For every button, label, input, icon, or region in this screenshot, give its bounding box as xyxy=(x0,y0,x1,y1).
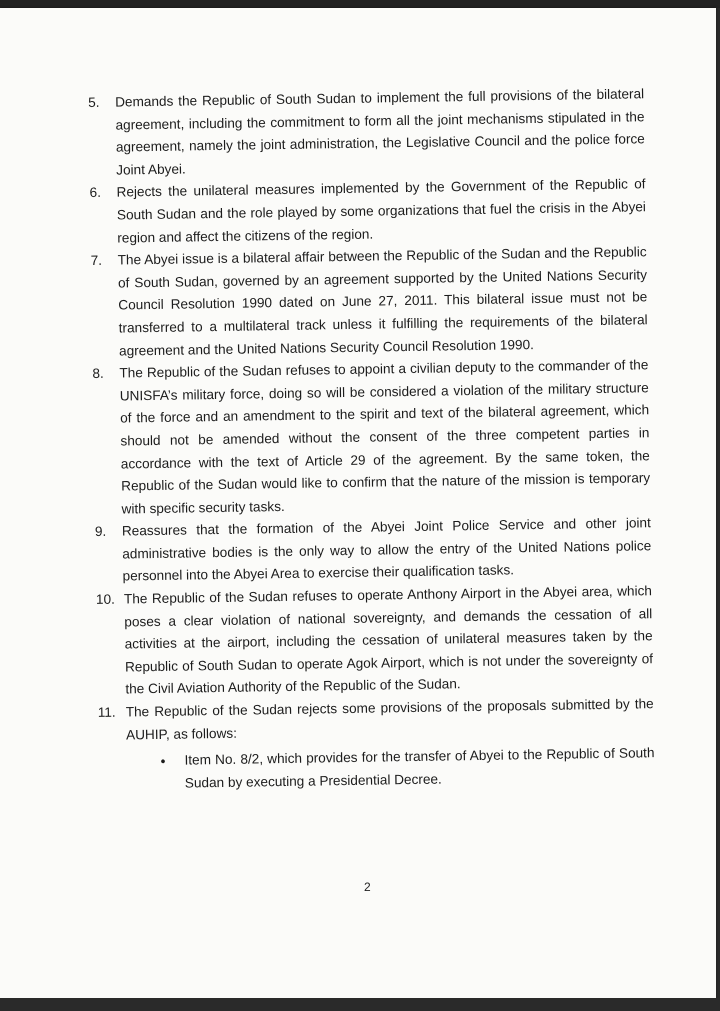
list-item-6 xyxy=(89,174,646,251)
item-text: Reassures that the formation of the Abyei Joint Police Service and other joint administrative bodies is the only way to allow the entry of the United Nations police personnel into the Abyei Area to exercise their qualification tasks. xyxy=(121,515,652,584)
photo-top-edge xyxy=(0,0,720,8)
item-number: 11. xyxy=(97,704,116,720)
item-number: 10. xyxy=(95,591,115,607)
item-number: 7. xyxy=(90,252,103,269)
item-text: The Republic of the Sudan refuses to operate Anthony Airport in the Abyei area, which poses a clear violation of national sovereignty, and demands the cessation of all activities at the airport, including the cessation of unilateral measures taken by the Republic of South Sudan to operate Agok Airport, which is not under the sovereignty of the Civil Aviation Authority of the Republic of the Sudan. xyxy=(123,583,654,697)
list-item-11 xyxy=(98,693,655,747)
item-text: Demands the Republic of South Sudan to implement the full provisions of the bilateral agreement, including the commitment to form all the joint mechanisms stipulated in the agreement, namely the joint administration, the Legislative Council and the police force Joint Abyei. xyxy=(115,86,645,178)
item-number: 6. xyxy=(89,185,102,201)
document-body xyxy=(88,83,655,796)
item-text: The Republic of the Sudan refuses to appoint a civilian deputy to the commander of the UNISFA’s military force, doing so will be considered a violation of the military structure of the force and an amendment to the spirit and text of the bilateral agreement, which should not be amended without the consent of the three competent parties in accordance with the text of Article 29 of the agreement. By the same token, the Republic of the Sudan would like to confirm that the nature of the mission is temporary with specific security tasks. xyxy=(119,357,651,517)
list-item-5 xyxy=(88,83,645,182)
list-item-10 xyxy=(96,580,654,702)
item-text: The Abyei issue is a bilateral affair between the Republic of the Sudan and the Republic of South Sudan, governed by an agreement supported by the United Nations Security Council Resolution 1990 dated on June 27, 2011. This bilateral issue must not be transferred to a multilateral track unless it fulfilling the requirements of the bilateral agreement and the United Nations Security Council Resolution 1990. xyxy=(117,244,648,359)
list-item-9 xyxy=(95,512,652,589)
page-number: 2 xyxy=(364,880,371,894)
list-item-7 xyxy=(90,241,648,363)
bullet-icon: • xyxy=(160,753,166,770)
bullet-text: Item No. 8/2, which provides for the transfer of Abyei to the Republic of South Sudan by executing a Presidential Decree. xyxy=(184,745,655,791)
item-text: Rejects the unilateral measures implemented by the Government of the Republic of South Sudan and the role played by some organizations that fuel the crisis in the Abyei region and affect the citizens of the region. xyxy=(116,176,646,246)
item-number: 8. xyxy=(92,365,104,382)
list-item-8 xyxy=(92,354,650,521)
item-text: The Republic of the Sudan rejects some provisions of the proposals submitted by the AUHIP, as follows: xyxy=(125,696,654,743)
photo-bottom-edge xyxy=(0,998,720,1011)
document-page xyxy=(0,8,716,998)
bullet-item xyxy=(160,742,655,795)
item-number: 9. xyxy=(94,524,107,540)
item-number: 5. xyxy=(88,94,100,110)
